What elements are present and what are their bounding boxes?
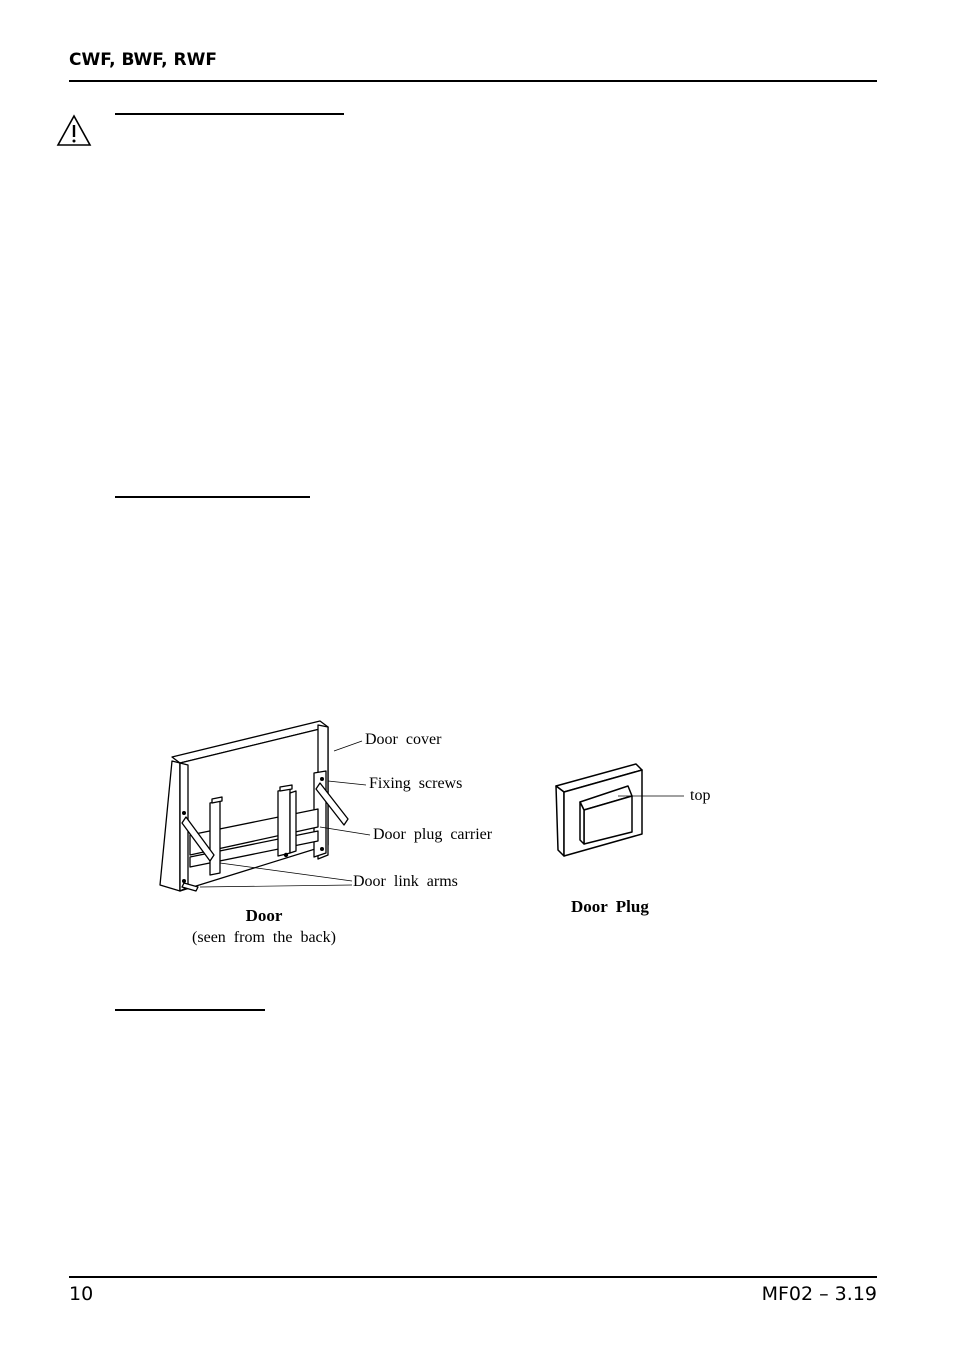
header-title: CWF, BWF, RWF <box>69 50 217 70</box>
document-code: MF02 – 3.19 <box>761 1283 877 1305</box>
door-plug-illustration <box>552 760 692 860</box>
footer-rule <box>69 1276 877 1278</box>
section-heading-underline-1 <box>115 113 344 115</box>
label-fixing-screws: Fixing screws <box>369 775 463 792</box>
page-number: 10 <box>69 1283 94 1305</box>
door-caption-title: Door <box>245 906 283 925</box>
door-caption-subtitle: (seen from the back) <box>192 929 336 946</box>
door-plug-caption-title: Door Plug <box>571 897 649 916</box>
section-heading-underline-3 <box>115 1009 265 1011</box>
label-door-link-arms: Door link arms <box>353 873 458 890</box>
header-rule <box>69 80 877 82</box>
label-door-cover: Door cover <box>365 731 442 748</box>
label-top: top <box>690 787 711 804</box>
section-heading-underline-2 <box>115 496 310 498</box>
warning-triangle-icon <box>56 114 92 148</box>
door-illustration <box>150 715 370 900</box>
label-door-plug-carrier: Door plug carrier <box>373 826 493 843</box>
